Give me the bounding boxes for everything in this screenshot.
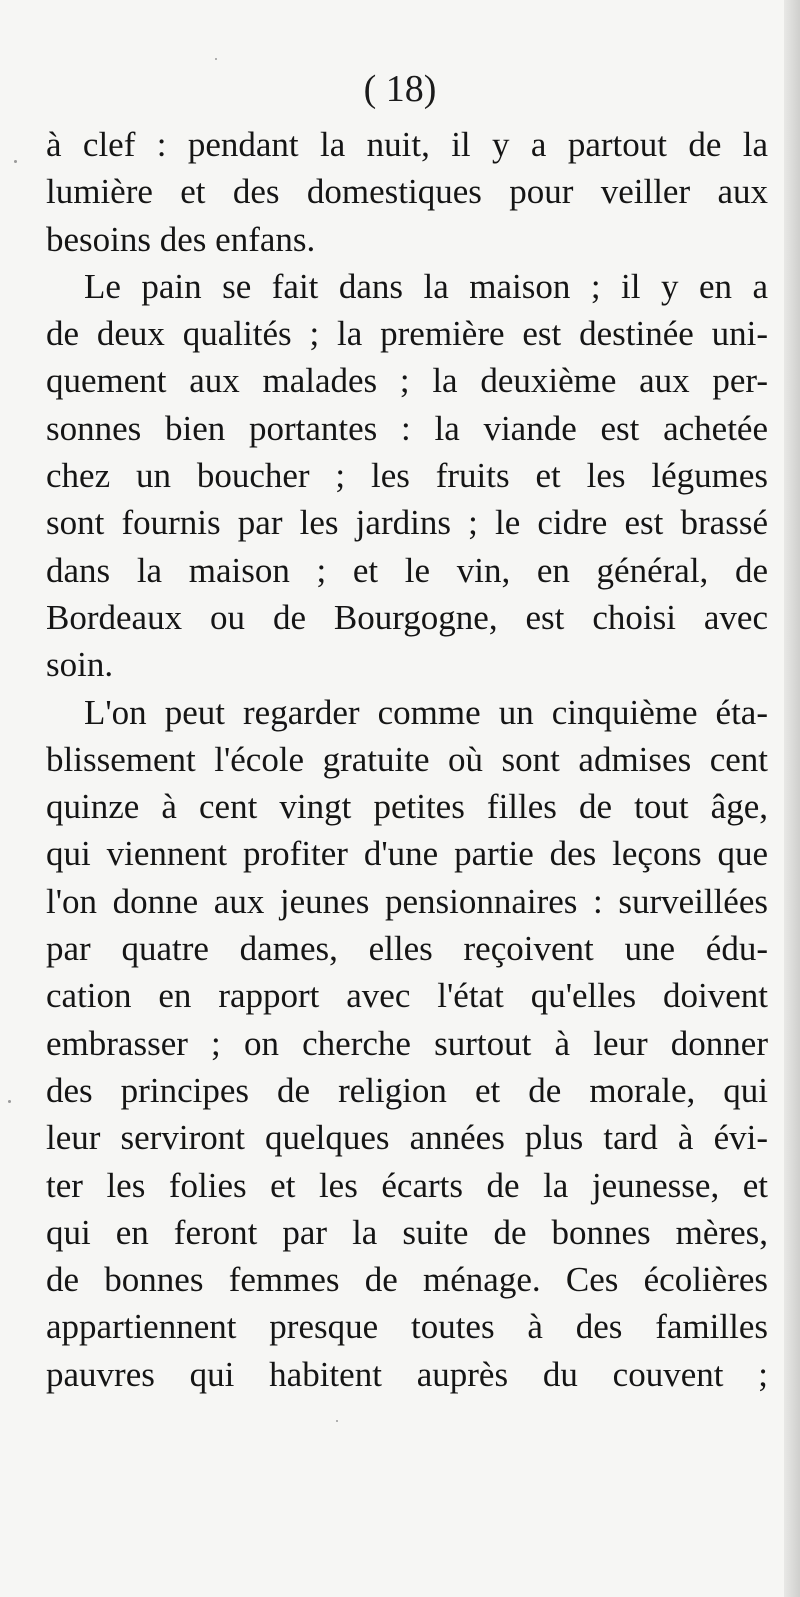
- text-line: qui en feront par la suite de bonnes mères,: [46, 1212, 768, 1252]
- paper-speck: [14, 160, 17, 163]
- page-edge-shadow: [784, 0, 800, 1597]
- text-line: qui viennent profiter d'une partie des leçons que: [46, 834, 768, 874]
- text-line: embrasser ; on cherche surtout à leur donner: [46, 1023, 768, 1063]
- text-line: de bonnes femmes de ménage. Ces écolières: [46, 1260, 768, 1300]
- text-line: Bordeaux ou de Bourgogne, est choisi avec: [46, 597, 768, 637]
- text-line: L'on peut regarder comme un cinquième éta-: [84, 692, 768, 732]
- text-line: Le pain se fait dans la maison ; il y en a: [84, 266, 768, 306]
- paper-speck: [336, 1420, 338, 1422]
- text-line: lumière et des domestiques pour veiller aux: [46, 172, 768, 212]
- text-line: cation en rapport avec l'état qu'elles doivent: [46, 976, 768, 1016]
- text-line: chez un boucher ; les fruits et les légumes: [46, 456, 768, 496]
- text-line: blissement l'école gratuite où sont admises cent: [46, 739, 768, 779]
- text-line: soin.: [46, 645, 114, 685]
- page-number: ( 18): [363, 68, 437, 110]
- paper-speck: [215, 58, 217, 60]
- text-line: de deux qualités ; la première est destinée uni-: [46, 314, 768, 354]
- text-line: sont fournis par les jardins ; le cidre est brassé: [46, 503, 768, 543]
- text-line: dans la maison ; et le vin, en général, de: [46, 550, 768, 590]
- text-line: besoins des enfans.: [46, 219, 316, 259]
- paper-speck: [8, 1100, 11, 1103]
- text-line: des principes de religion et de morale, qui: [46, 1070, 768, 1110]
- text-line: l'on donne aux jeunes pensionnaires : surveillées: [46, 881, 768, 921]
- text-line: appartiennent presque toutes à des familles: [46, 1307, 768, 1347]
- text-line: sonnes bien portantes : la viande est achetée: [46, 408, 768, 448]
- text-line: par quatre dames, elles reçoivent une édu-: [46, 929, 768, 969]
- text-line: ter les folies et les écarts de la jeunesse, et: [46, 1165, 768, 1205]
- text-line: leur serviront quelques années plus tard à évi-: [46, 1118, 768, 1158]
- text-line: quement aux malades ; la deuxième aux per-: [46, 361, 768, 401]
- text-line: quinze à cent vingt petites filles de tout âge,: [46, 787, 768, 827]
- text-line: à clef : pendant la nuit, il y a partout de la: [46, 125, 768, 164]
- body-text: [46, 121, 768, 1398]
- text-line: pauvres qui habitent auprès du couvent ;: [46, 1354, 768, 1394]
